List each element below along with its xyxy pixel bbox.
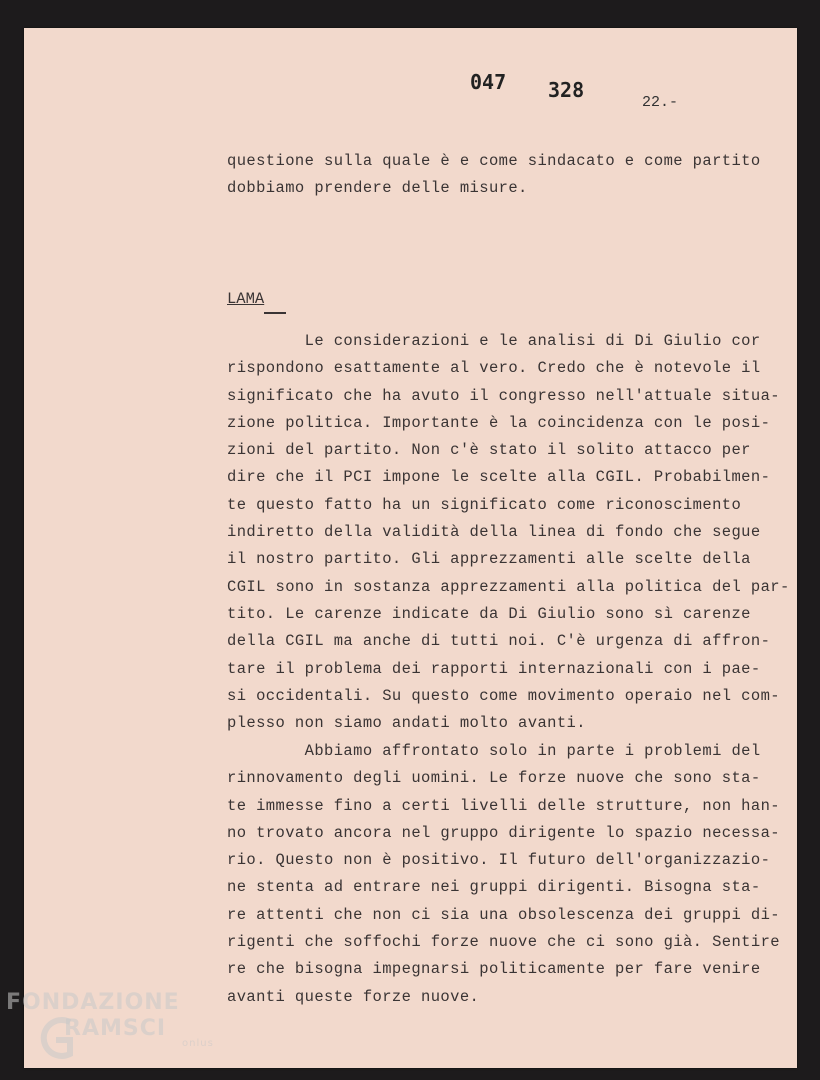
opening-paragraph: questione sulla quale è e come sindacato e come partito dobbiamo prendere delle misure. — [227, 152, 761, 198]
watermark-line-2: RAMSCI — [64, 1016, 167, 1041]
watermark-logo — [6, 990, 214, 1049]
page-number: 22.- — [642, 94, 679, 111]
paragraph-2: Abbiamo affrontato solo in parte i problemi del rinnovamento degli uomini. Le forze nuove che sono sta- te immesse fino a certi livelli delle strutture, non han- no trovato ancora nel gruppo dirigente lo spazio necessa- rio. Questo non è positivo. Il futuro dell'organizzazio- ne stenta ad entrare nei gruppi dirigenti. Bisogna sta- re attenti che non ci sia una obsolescenza dei gruppi di- rigenti che soffochi forze nuove che ci sono già. Sentire re che bisogna impegnarsi politicamente per fare venire avanti queste forze nuove. — [227, 742, 780, 1006]
paragraph-1: Le considerazioni e le analisi di Di Giulio cor rispondono esattamente al vero. Credo che è notevole il significato che ha avuto il congresso nell'attuale situa- zione politica. Importante è la coincidenza con le posi- zioni del partito. Non c'è stato il solito attacco per dire che il PCI impone le scelte alla CGIL. Probabilmen- te questo fatto ha un significato come riconoscimento indiretto della validità della linea di fondo che segue il nostro partito. Gli apprezzamenti alle scelte della CGIL sono in sostanza apprezzamenti alla politica del par- tito. Le carenze indicate da Di Giulio sono sì carenze della CGIL ma anche di tutti noi. C'è urgenza di affron- tare il problema dei rapporti internazionali con i pae- si occidentali. Su questo come movimento operaio nel com- plesso non siamo andati molto avanti. — [227, 332, 790, 733]
speaker-name: LAMA — [227, 290, 265, 308]
archive-number-part1: 047 — [470, 70, 507, 94]
archive-number-part2: 328 — [548, 78, 585, 102]
watermark-g-icon — [36, 1010, 76, 1070]
speaker-underline — [264, 312, 286, 314]
watermark-onlus: onlus — [182, 1038, 214, 1049]
document-page — [24, 28, 797, 1068]
watermark-line-1: FONDAZIONE — [6, 990, 180, 1015]
archive-number — [470, 70, 585, 102]
